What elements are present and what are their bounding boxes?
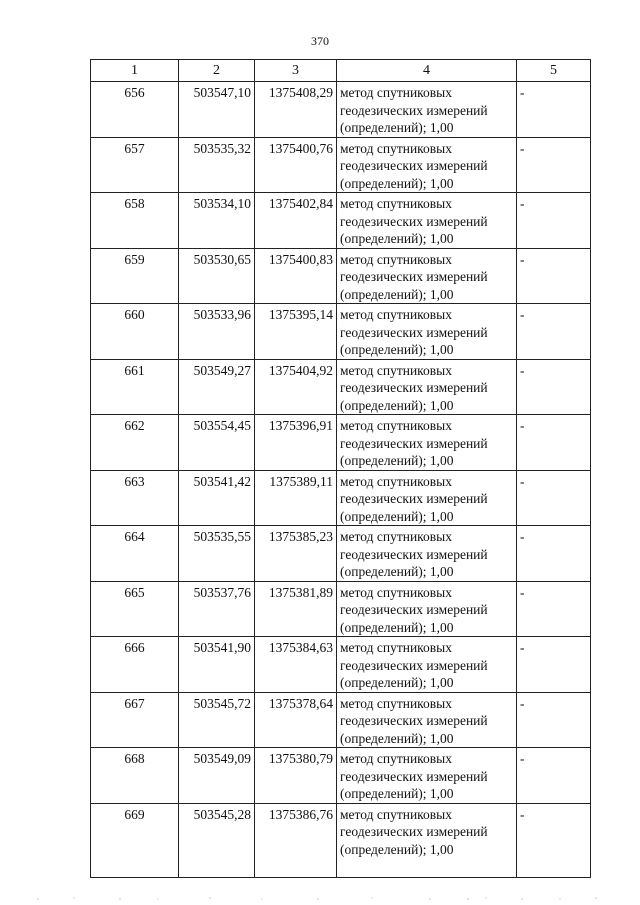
x-coordinate-cell: 503545,72 [179, 692, 255, 748]
y-coordinate-cell: 1375408,29 [255, 82, 337, 138]
x-coordinate-cell: 503545,28 [179, 803, 255, 877]
point-number-cell: 656 [91, 82, 179, 138]
method-cell: метод спутниковых геодезических измерений (определений); 1,00 [337, 137, 517, 193]
y-coordinate-cell: 1375381,89 [255, 581, 337, 637]
method-cell: метод спутниковых геодезических измерений (определений); 1,00 [337, 526, 517, 582]
method-cell: метод спутниковых геодезических измерений (определений); 1,00 [337, 748, 517, 804]
note-cell: - [517, 137, 591, 193]
table-row [91, 470, 591, 526]
note-cell: - [517, 359, 591, 415]
note-cell: - [517, 304, 591, 360]
y-coordinate-cell: 1375400,76 [255, 137, 337, 193]
note-cell: - [517, 193, 591, 249]
note-cell: - [517, 581, 591, 637]
table-row [91, 248, 591, 304]
point-number-cell: 658 [91, 193, 179, 249]
point-number-cell: 659 [91, 248, 179, 304]
note-cell: - [517, 526, 591, 582]
method-cell: метод спутниковых геодезических измерений (определений); 1,00 [337, 470, 517, 526]
table-row [91, 359, 591, 415]
page-number: 370 [311, 34, 329, 48]
y-coordinate-cell: 1375396,91 [255, 415, 337, 471]
point-number-cell: 669 [91, 803, 179, 877]
y-coordinate-cell: 1375400,83 [255, 248, 337, 304]
table-row [91, 415, 591, 471]
y-coordinate-cell: 1375389,11 [255, 470, 337, 526]
table-row [91, 692, 591, 748]
table-row [91, 137, 591, 193]
method-cell: метод спутниковых геодезических измерений (определений); 1,00 [337, 248, 517, 304]
table-body [91, 82, 591, 878]
method-cell: метод спутниковых геодезических измерений (определений); 1,00 [337, 193, 517, 249]
point-number-cell: 657 [91, 137, 179, 193]
note-cell: - [517, 803, 591, 877]
x-coordinate-cell: 503549,27 [179, 359, 255, 415]
method-cell: метод спутниковых геодезических измерений (определений); 1,00 [337, 415, 517, 471]
point-number-cell: 664 [91, 526, 179, 582]
table-row [91, 637, 591, 693]
column-header-1: 1 [91, 60, 179, 82]
method-cell: метод спутниковых геодезических измерений (определений); 1,00 [337, 581, 517, 637]
point-number-cell: 661 [91, 359, 179, 415]
table-row [91, 526, 591, 582]
point-number-cell: 667 [91, 692, 179, 748]
y-coordinate-cell: 1375378,64 [255, 692, 337, 748]
note-cell: - [517, 748, 591, 804]
note-cell: - [517, 692, 591, 748]
x-coordinate-cell: 503541,90 [179, 637, 255, 693]
method-cell: метод спутниковых геодезических измерений (определений); 1,00 [337, 692, 517, 748]
y-coordinate-cell: 1375385,23 [255, 526, 337, 582]
x-coordinate-cell: 503535,55 [179, 526, 255, 582]
point-number-cell: 660 [91, 304, 179, 360]
x-coordinate-cell: 503541,42 [179, 470, 255, 526]
x-coordinate-cell: 503549,09 [179, 748, 255, 804]
column-header-3: 3 [255, 60, 337, 82]
table-header-row [91, 60, 591, 82]
method-cell: метод спутниковых геодезических измерений (определений); 1,00 [337, 359, 517, 415]
y-coordinate-cell: 1375380,79 [255, 748, 337, 804]
coordinates-table [90, 59, 591, 878]
y-coordinate-cell: 1375402,84 [255, 193, 337, 249]
point-number-cell: 668 [91, 748, 179, 804]
point-number-cell: 665 [91, 581, 179, 637]
point-number-cell: 662 [91, 415, 179, 471]
y-coordinate-cell: 1375395,14 [255, 304, 337, 360]
note-cell: - [517, 248, 591, 304]
method-cell: метод спутниковых геодезических измерений (определений); 1,00 [337, 637, 517, 693]
x-coordinate-cell: 503534,10 [179, 193, 255, 249]
table-row [91, 581, 591, 637]
x-coordinate-cell: 503535,32 [179, 137, 255, 193]
note-cell: - [517, 415, 591, 471]
method-cell: метод спутниковых геодезических измерений (определений); 1,00 [337, 82, 517, 138]
y-coordinate-cell: 1375404,92 [255, 359, 337, 415]
table-row [91, 193, 591, 249]
note-cell: - [517, 470, 591, 526]
y-coordinate-cell: 1375386,76 [255, 803, 337, 877]
table-row [91, 304, 591, 360]
x-coordinate-cell: 503533,96 [179, 304, 255, 360]
x-coordinate-cell: 503530,65 [179, 248, 255, 304]
method-cell: метод спутниковых геодезических измерений (определений); 1,00 [337, 803, 517, 877]
column-header-5: 5 [517, 60, 591, 82]
column-header-4: 4 [337, 60, 517, 82]
method-cell: метод спутниковых геодезических измерений (определений); 1,00 [337, 304, 517, 360]
table-row [91, 82, 591, 138]
scan-artifact-dots [0, 896, 640, 902]
note-cell: - [517, 637, 591, 693]
x-coordinate-cell: 503537,76 [179, 581, 255, 637]
x-coordinate-cell: 503554,45 [179, 415, 255, 471]
point-number-cell: 666 [91, 637, 179, 693]
table-row [91, 748, 591, 804]
point-number-cell: 663 [91, 470, 179, 526]
note-cell: - [517, 82, 591, 138]
column-header-2: 2 [179, 60, 255, 82]
y-coordinate-cell: 1375384,63 [255, 637, 337, 693]
table-row [91, 803, 591, 877]
x-coordinate-cell: 503547,10 [179, 82, 255, 138]
